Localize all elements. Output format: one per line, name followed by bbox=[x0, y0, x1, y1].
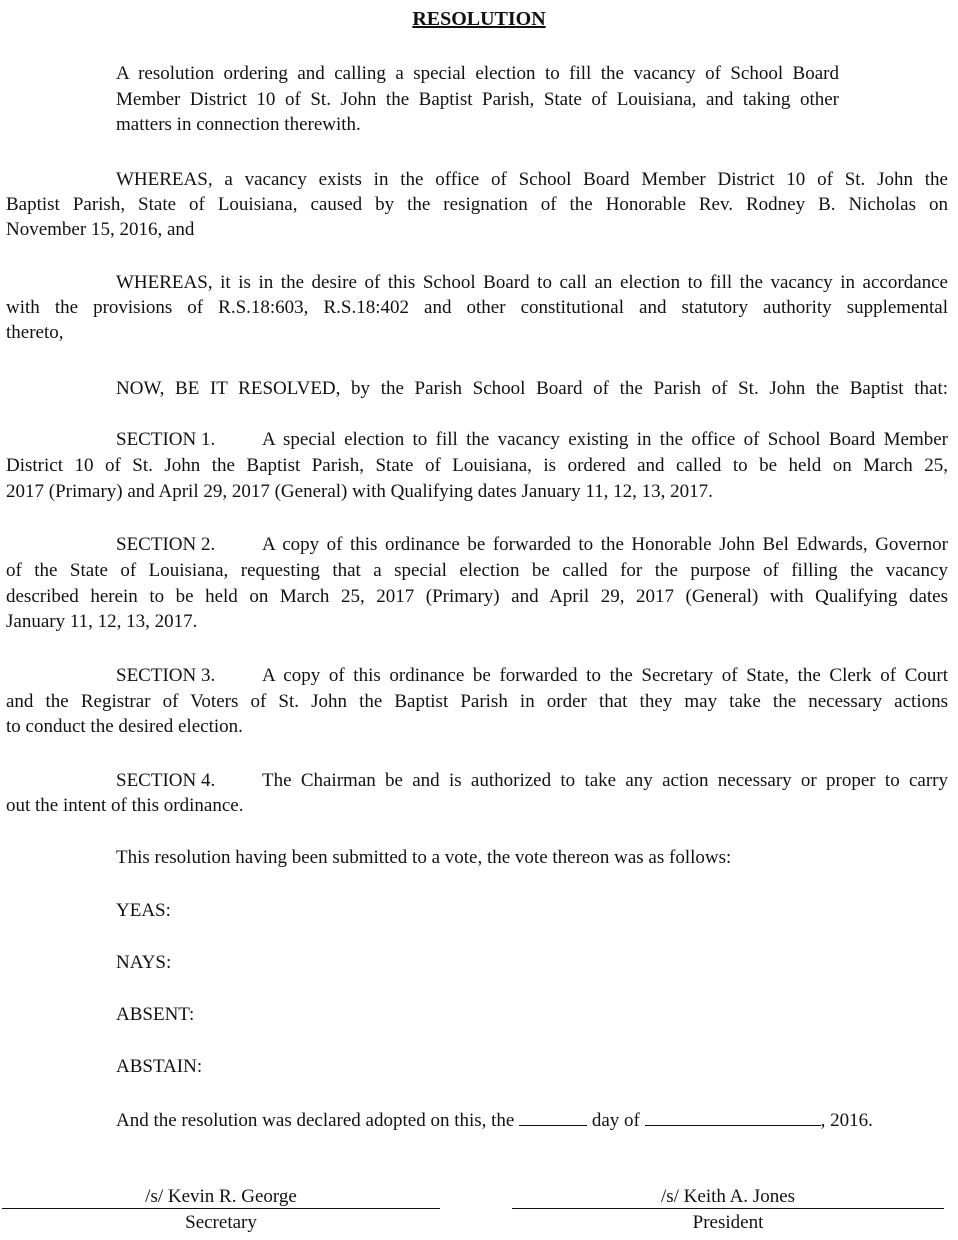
paragraph-line: with the provisions of R.S.18:603, R.S.18:402 and other constitutional and statutory authority supplemental bbox=[6, 297, 948, 318]
adoption-suffix: , 2016. bbox=[820, 1110, 873, 1131]
section-label: SECTION 1. bbox=[116, 429, 216, 450]
paragraph-line: November 15, 2016, and bbox=[6, 219, 195, 240]
section-line: A special election to fill the vacancy existing in the office of School Board Member bbox=[262, 429, 948, 450]
paragraph-line: WHEREAS, it is in the desire of this School Board to call an election to fill the vacancy in accordance bbox=[116, 272, 948, 293]
vote-field-nays: NAYS: bbox=[116, 952, 172, 973]
section-line: and the Registrar of Voters of St. John the Baptist Parish in order that they may take the necessary actions bbox=[6, 691, 948, 712]
section-line: described herein to be held on March 25, 2017 (Primary) and April 29, 2017 (General) with Qualifying dates bbox=[6, 586, 948, 607]
day-blank bbox=[519, 1107, 587, 1126]
paragraph-line: WHEREAS, a vacancy exists in the office of School Board Member District 10 of St. John the bbox=[116, 169, 948, 190]
section-line: to conduct the desired election. bbox=[6, 716, 243, 737]
preamble-line: matters in connection therewith. bbox=[116, 114, 361, 135]
section-line: A copy of this ordinance be forwarded to the Honorable John Bel Edwards, Governor bbox=[262, 534, 948, 555]
section-line: District 10 of St. John the Baptist Parish, State of Louisiana, is ordered and called to be held on March 25, bbox=[6, 455, 948, 476]
resolved-clause: NOW, BE IT RESOLVED, by the Parish School Board of the Parish of St. John the Baptist that: bbox=[116, 378, 948, 399]
section-line: 2017 (Primary) and April 29, 2017 (General) with Qualifying dates January 11, 12, 13, 2017. bbox=[6, 481, 713, 502]
signature-title: President bbox=[692, 1212, 764, 1233]
month-blank bbox=[645, 1107, 821, 1126]
signature-name: /s/ Kevin R. George bbox=[145, 1186, 297, 1207]
signature-name: /s/ Keith A. Jones bbox=[660, 1186, 796, 1207]
section-label: SECTION 2. bbox=[116, 534, 216, 555]
vote-field-yeas: YEAS: bbox=[116, 900, 171, 921]
preamble-line: Member District 10 of St. John the Baptist Parish, State of Louisiana, and taking other bbox=[116, 89, 839, 110]
signature-title: Secretary bbox=[185, 1212, 257, 1233]
document-title: RESOLUTION bbox=[412, 8, 546, 30]
section-line: January 11, 12, 13, 2017. bbox=[6, 611, 198, 632]
preamble-line: A resolution ordering and calling a special election to fill the vacancy of School Board bbox=[116, 63, 839, 84]
adoption-prefix: And the resolution was declared adopted on this, the bbox=[116, 1110, 515, 1131]
section-line: A copy of this ordinance be forwarded to the Secretary of State, the Clerk of Court bbox=[262, 665, 948, 686]
adoption-statement bbox=[116, 1107, 873, 1133]
section-label: SECTION 4. bbox=[116, 770, 216, 791]
vote-intro: This resolution having been submitted to a vote, the vote thereon was as follows: bbox=[116, 847, 732, 868]
vote-field-absent: ABSENT: bbox=[116, 1004, 195, 1025]
adoption-middle: day of bbox=[591, 1110, 640, 1131]
section-line: The Chairman be and is authorized to take any action necessary or proper to carry bbox=[262, 770, 948, 791]
paragraph-line: thereto, bbox=[6, 322, 64, 343]
section-line: out the intent of this ordinance. bbox=[6, 795, 244, 816]
paragraph-line: Baptist Parish, State of Louisiana, caused by the resignation of the Honorable Rev. Rodney B. Nicholas on bbox=[6, 194, 948, 215]
vote-field-abstain: ABSTAIN: bbox=[116, 1056, 203, 1077]
section-label: SECTION 3. bbox=[116, 665, 216, 686]
section-line: of the State of Louisiana, requesting that a special election be called for the purpose of filling the vacancy bbox=[6, 560, 948, 581]
